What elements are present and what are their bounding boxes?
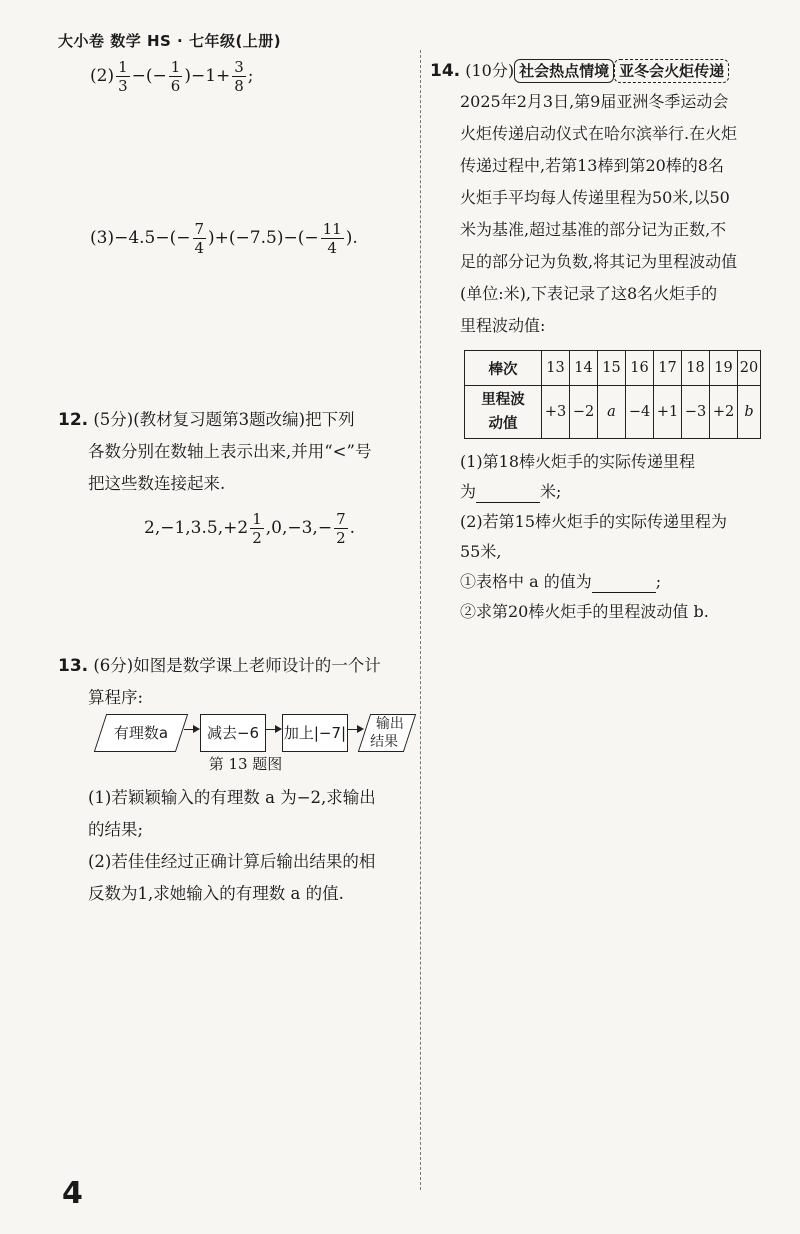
number-list: 2,−1,3.5,+2 $\frac{1}{2}$ ,0,−3,− $\frac{7}{2}$ .	[144, 510, 356, 547]
flow-step2-box: 加上|−7|	[282, 714, 348, 752]
mileage-table	[464, 350, 761, 439]
question-14-parts: (1)第18棒火炬手的实际传递里程 为 米; (2)若第15棒火炬手的实际传递里程为 55米, ①表格中 a 的值为 ; ②求第20棒火炬手的里程波动值 b.	[460, 452, 728, 621]
table-cell: 16	[626, 351, 654, 386]
flow-output-box: 输出 结果	[358, 714, 416, 752]
flow-input-box: 有理数a	[94, 714, 188, 752]
fraction: $\frac{7}{4}$	[194, 220, 205, 257]
fraction: $\frac{1}{6}$	[170, 58, 181, 95]
figure-caption: 第 13 题图	[208, 755, 283, 773]
flowchart	[96, 710, 416, 756]
context-tag: 社会热点情境	[514, 59, 614, 83]
topic-tag: 亚冬会火炬传递	[614, 59, 729, 83]
flow-arrow	[184, 729, 198, 730]
question-14-text: 2025年2月3日,第9届亚洲冬季运动会 火炬传递启动仪式在哈尔滨举行.在火炬 传递过程中,若第13棒到第20棒的8名 火炬手平均每人传递里程为50米,以50 米为基准,超过基准的部分记为正数,不 足的部分记为负数,将其记为里程波动值 (单位:米),下表记录了这8名火炬手的 里程波动值:	[460, 92, 738, 335]
table-header: 棒次	[465, 351, 542, 386]
table-cell: −2	[570, 386, 598, 439]
q11-part3: (3)−4.5−(− $\frac{7}{4}$ )+(−7.5)−(− $\frac{11}{4}$ ).	[90, 220, 358, 257]
question-number: 12.	[58, 410, 89, 430]
page-header: 大小卷 数学 HS · 七年级(上册)	[58, 32, 282, 50]
table-cell: −3	[682, 386, 710, 439]
table-header: 里程波 动值	[465, 386, 542, 439]
table-row	[465, 386, 761, 439]
question-number: 13.	[58, 656, 89, 676]
table-cell: 15	[598, 351, 626, 386]
fraction: $\frac{1}{3}$	[118, 58, 128, 95]
question-14: 14. (10分) 社会热点情境 亚冬会火炬传递 2025年2月3日,第9届亚洲冬季运动会 火炬传递启动仪式在哈尔滨举行.在火炬 传递过程中,若第13棒到第20棒的8名 火炬手平均每人传递里程为50米,以50 米为基准,超过基准的部分记为正数,不 足的部分记为负数,将其记为里程波动值 (单位:米),下表记录了这8名火炬手的 里程波动值: 棒次 13 14 15 16 17 18 19 20 里程波 动值 +3 −2 a −4 +1 −3 +2 b (1)第18棒火炬手的实际传递里程 为 米; (2)若第15棒火炬手的实际传递里程为 55米, ①表格中 a 的值为 ; ②求第20棒火炬手的里程波动值 b.	[430, 56, 782, 627]
question-13: 13. (6分)如图是数学课上老师设计的一个计 算程序:	[58, 656, 381, 707]
question-number: 14.	[430, 61, 461, 81]
fraction: $\frac{7}{2}$	[336, 510, 346, 547]
flow-step1-box: 减去−6	[200, 714, 266, 752]
table-cell: b	[738, 386, 761, 439]
answer-blank[interactable]	[592, 572, 656, 593]
table-cell: 20	[738, 351, 761, 386]
question-12: 12. (5分)(教材复习题第3题改编)把下列 各数分别在数轴上表示出来,并用“<”号 把这些数连接起来. 2,−1,3.5,+2 $\frac{1}{2}$ ,0,−3,− $\frac{7}{2}$ .	[58, 404, 413, 547]
fraction: $\frac{3}{8}$	[234, 58, 244, 95]
column-divider	[420, 50, 421, 1190]
answer-blank[interactable]	[476, 482, 540, 503]
table-cell: +1	[654, 386, 682, 439]
fraction: $\frac{11}{4}$	[322, 220, 342, 257]
q11-part2: (2) $\frac{1}{3}$ −(− $\frac{1}{6}$ )−1+ $\frac{3}{8}$ ;	[90, 58, 254, 95]
question-13-body: 第 13 题图 (1)若颖颖输入的有理数 a 为−2,求输出 的结果; (2)若佳佳经过正确计算后输出结果的相 反数为1,求她输入的有理数 a 的值.	[58, 752, 413, 910]
table-cell: 18	[682, 351, 710, 386]
table-cell: −4	[626, 386, 654, 439]
table-cell: +2	[710, 386, 738, 439]
table-cell: a	[598, 386, 626, 439]
table-cell: 13	[542, 351, 570, 386]
table-cell: 17	[654, 351, 682, 386]
table-cell: 19	[710, 351, 738, 386]
flow-arrow	[266, 729, 280, 730]
flow-arrow	[348, 729, 362, 730]
table-cell: 14	[570, 351, 598, 386]
table-cell: +3	[542, 386, 570, 439]
page-number: 4	[62, 1176, 83, 1211]
table-row	[465, 351, 761, 386]
fraction: $\frac{1}{2}$	[252, 510, 262, 547]
